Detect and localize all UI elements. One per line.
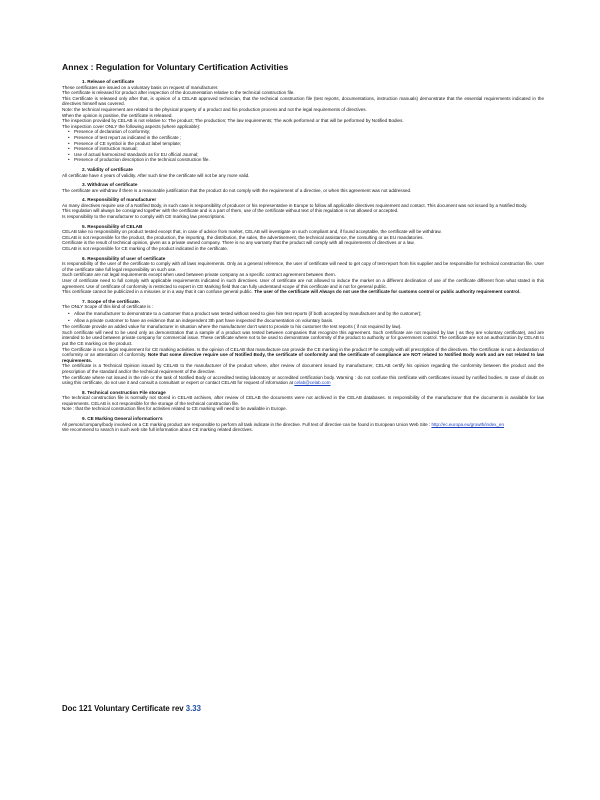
s6-bold-warning: The user of the certificate will Always do not use the certificate for customs control or public authority requirement control. [254, 289, 521, 295]
s7-bold-note: Note that some directive require use of Notified Body, the certificate of conformity and the certificate of compliance are NOT related to Notified Body work and are not related to law requirements. [62, 352, 545, 363]
section-3-heading: 3. Withdraw of certificate [82, 182, 138, 188]
s8-paragraph: Note : that the technical construction files for activities related to CE marking will need to be available in Europe. [62, 406, 287, 412]
s6-paragraph [62, 289, 544, 295]
document-footer [62, 704, 201, 713]
s4-paragraph: As many directives require use of a Notified Body, in such case is responsibility of producer or his representative in Europe to follow all applicable directives requirement and contact. This document was not issued by a Notified Body. [62, 202, 528, 208]
s6-paragraph: Such certificate are not legal requirements except when used between private company as a specific contract agreement between them. [62, 272, 336, 278]
s6-paragraph: User of certificate need to full comply with applicable requirements indicated in such directives. User of certificate are not allowed to induce the market on a different declination of use of the certificate different from what stated in this agreement. Use of certificate of conformity is restricted to expert in CE Marking field that can fully understand scope of this certificate and is not for general public. [62, 278, 544, 289]
s5-paragraph: Certificate is the result of technical opinion, given as a private owned company. There is no any warranty that the product will comply with all requirements of directives or a law. [62, 240, 415, 246]
s2-paragraph: All certificate have 4 years of validity. After such time the certificate will not be any more valid. [62, 172, 250, 178]
section-7-heading: 7. Scope of the certificate. [82, 298, 141, 304]
s8-paragraph: The technical construction file is normally not stored in CELAB archives, after review of CELAB the documents were not archived in the CELAB databases. Is responsibility of the manufacturer that the documents is available for law requirements. CELAB is not responsible for the storage of the technical construction file. [62, 395, 544, 406]
s7-paragraph [62, 347, 544, 364]
s9-paragraph: We recommend to search in such web site full information about CE marking related directives. [62, 427, 253, 433]
s1-paragraph: When the opinion is positive, the certificate is released. [62, 112, 173, 118]
s1-bullet-list [62, 129, 544, 163]
s1-paragraph: These certificates are issued on a voluntary basis on request of manufacturer. [62, 84, 219, 90]
section-6-heading: 6. Responsibility of user of certificate [82, 255, 166, 261]
s7-paragraph: Such certificate will need to be used only as demonstration that a sample of a product was tested between companies that recognize this agreement. Such certificate are not required by law ( as they are voluntary certificate), and are intended to be used between private company for commercial issue. These certificate where not to be used to demonstrate conformity of the product to authority or for government control. The certificate are not an authorization by CELAB to put the CE marking on the product. [62, 329, 544, 346]
list-item: • Allow a private customer to have an evidence that an independent 3th part have inspected the documentation on voluntary basis. [74, 318, 544, 324]
s5-paragraph: CELAB take no responsibility on product tested except that, in case of advice from market, CELAB will investigate on such compliant and, if found acceptable, the certificate will be withdraw. [62, 229, 442, 235]
s7-paragraph: The certificate is a Technical Opinion issued by CELAB to the manufacturer of the product where, after review of document issued by manufacturer, CELAB certify his opinion regarding the conformity between the product and the prescription of the standard and/or the technical requirement of the directive. [62, 363, 544, 374]
section-1-heading: 1. Release of certificate [82, 79, 135, 84]
s7-mixed-text: The Certificate is not a legal requirement for CE marking activities. Is the opinion of CELAB that manufacture can provide the CE marking in the product IF he comply with all prescription of the directives. The Certificate is not a declaration of conformity or an attestation of conformity. [62, 346, 544, 358]
s7-link-text: The certificate where not issued in the role or the task of Notified Body or accredited testing laboratory or accredited certification body. Warning : do not confuse this certificate with certificates issued by notified bodies. In case of doubt on using this certificate, do not use it and consult a consultant or expert or contact CELAB for request of information at [62, 374, 544, 386]
list-item: • Use of actual harmonized standards as for EU official Journal; [74, 152, 544, 158]
s5-paragraph: CELAB is not responsible for the product, the production, the importing, the distribution, the sales, the advertisement, the technical assistance, the consulting or as EU mandatories. [62, 234, 424, 240]
section-4-heading: 4. Responsibility of manufacturer [82, 197, 157, 203]
email-link[interactable]: celab@celab.com [294, 380, 331, 386]
section-8-heading: 8. Technical construction File storage [82, 389, 166, 395]
page-title: Annex : Regulation for Voluntary Certification Activities [62, 62, 289, 72]
s7-paragraph [62, 375, 544, 386]
footer-doc-label: Doc 121 Voluntary Certificate rev [62, 704, 184, 713]
eu-website-link[interactable]: http://ec.europa.eu/growth/index_en [431, 421, 504, 427]
s6-paragraph: Is responsibility of the user of the certificate to comply with all laws requirements. Only as a general reference, the user of certificate will need to get copy of test-report from his supplier and be responsible for technical construction file. User of the certificate take full legal responsibility on such use. [62, 261, 544, 272]
section-2-heading: 2. Validity of certificate [82, 166, 133, 172]
list-item: • Presence of instruction manual; [74, 146, 544, 152]
s4-paragraph: This regulation will always be consigned together with the certificate and is a part of them, use of the certificate without text of this regulation is not allowed or accepted. [62, 208, 399, 214]
s7-paragraph: The certificate provide an added value for manufacturer in situation where the manufacturer don't want to provide to his customer the test reports ( if not required by law). [62, 324, 402, 330]
list-item: • Presence of CE symbol in the product label template; [74, 141, 544, 147]
list-item: • Allow the manufacturer to demonstrate to a customer that a product was tested without need to give him test reports (if both accepted by manufacturer and by the customer); [74, 311, 544, 317]
s9-link-text: All person/company/body involved on a CE marking product are responsible to perform all task indicate in the directive. Full text of directive can be found in European Union Web Site : [62, 421, 431, 427]
section-9-heading: 9. CE Marking General information's [82, 416, 163, 422]
s3-paragraph: The certificate are withdraw if there is a reasonable justification that the product do not comply with the requirement of a directive, or when this agreement was not addressed. [62, 187, 412, 193]
s6-last-text: This certificate cannot be publicized in a misuses or in a way that it can confuse general public. [62, 289, 253, 295]
s1-paragraph: The inspection provided by CELAB is not relative to: The product; The production; The law requirements; The work performed or that will be performed by Notified Bodies. [62, 118, 404, 124]
s7-bullet-list [62, 311, 544, 323]
list-item: • Presence of declaration of conformity; [74, 129, 544, 135]
section-5-heading: 5. Responsibility of CELAB [82, 223, 143, 229]
document-page [62, 62, 544, 433]
list-item: • Presence of production description in the technical construction file. [74, 157, 544, 163]
s5-paragraph: CELAB is not responsible for CE marking of the product indicated in the certificate. [62, 246, 229, 252]
list-item: • Presence of test report as indicated in the certificate ; [74, 135, 544, 141]
s1-paragraph: This Certificate is released only after that, is opinion of a CELAB approved technician, that the technical construction file (test reports, documentations, instruction manuals) demonstrate that the essential requirements indicated in the directives himself was covered. [62, 95, 544, 107]
s4-paragraph: Is responsibility to the manufacturer to comply with CE marking law prescriptions. [62, 214, 226, 220]
s1-paragraph: The certificate is released for product after inspection of the documentation relative to the technical construction file. [62, 90, 295, 96]
s7-intro: The ONLY Scope of this kind of certificate is : [62, 304, 154, 310]
footer-revision: 3.33 [185, 704, 201, 713]
s1-paragraph: Note: the technical requirement are related to the physical property of a product and his production process and not the legal requirements of directives. [62, 106, 367, 112]
s1-paragraph: The inspection cover ONLY the following aspects (where applicable): [62, 123, 201, 129]
